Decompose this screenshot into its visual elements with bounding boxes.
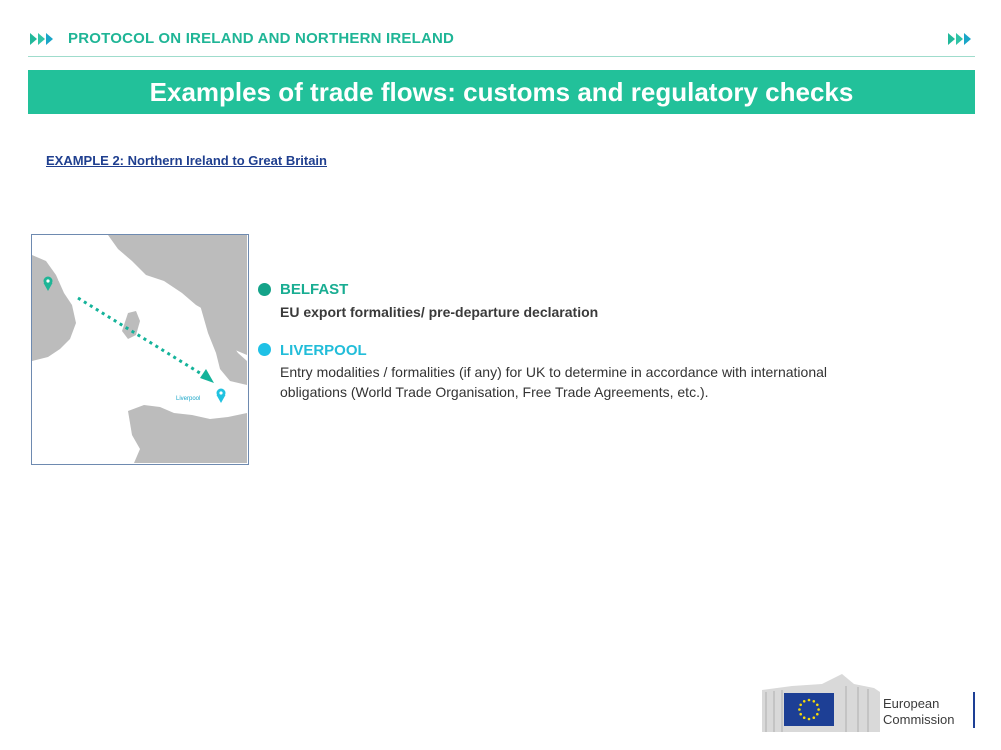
- logo-text: [883, 696, 955, 728]
- point-description: EU export formalities/ pre-departure declaration: [280, 304, 599, 320]
- bullet-dot-icon: [258, 283, 271, 296]
- point-description-line: Entry modalities / formalities (if any) for UK to determine in accordance with international: [280, 364, 828, 380]
- map-label-liverpool: Liverpool: [176, 396, 201, 402]
- header-arrows-right-icon: [948, 33, 971, 45]
- point-description-line: obligations (World Trade Organisation, Free Trade Agreements, etc.).: [280, 384, 709, 400]
- header-divider: [28, 56, 975, 57]
- logo-divider: [973, 692, 975, 728]
- point-description: [280, 362, 827, 402]
- european-commission-logo: [762, 672, 982, 732]
- point-title: LIVERPOOL: [280, 342, 367, 359]
- header-arrows-icon: [30, 33, 53, 45]
- point-title: BELFAST: [280, 281, 349, 298]
- logo-line: European: [883, 696, 940, 711]
- slide-title: Examples of trade flows: customs and regulatory checks: [149, 76, 854, 107]
- example-link[interactable]: EXAMPLE 2: Northern Ireland to Great Britain: [46, 153, 327, 168]
- bullet-dot-icon: [258, 343, 271, 356]
- logo-line: Commission: [883, 712, 955, 727]
- trade-route-map: [31, 234, 249, 465]
- eu-flag-icon: [784, 693, 834, 726]
- liverpool-pin-icon: [217, 389, 226, 404]
- title-banner: [28, 70, 975, 114]
- header-title: PROTOCOL ON IRELAND AND NORTHERN IRELAND: [68, 30, 455, 47]
- map-label-belfast: Belfast: [58, 277, 79, 283]
- map-illustration: [32, 235, 247, 463]
